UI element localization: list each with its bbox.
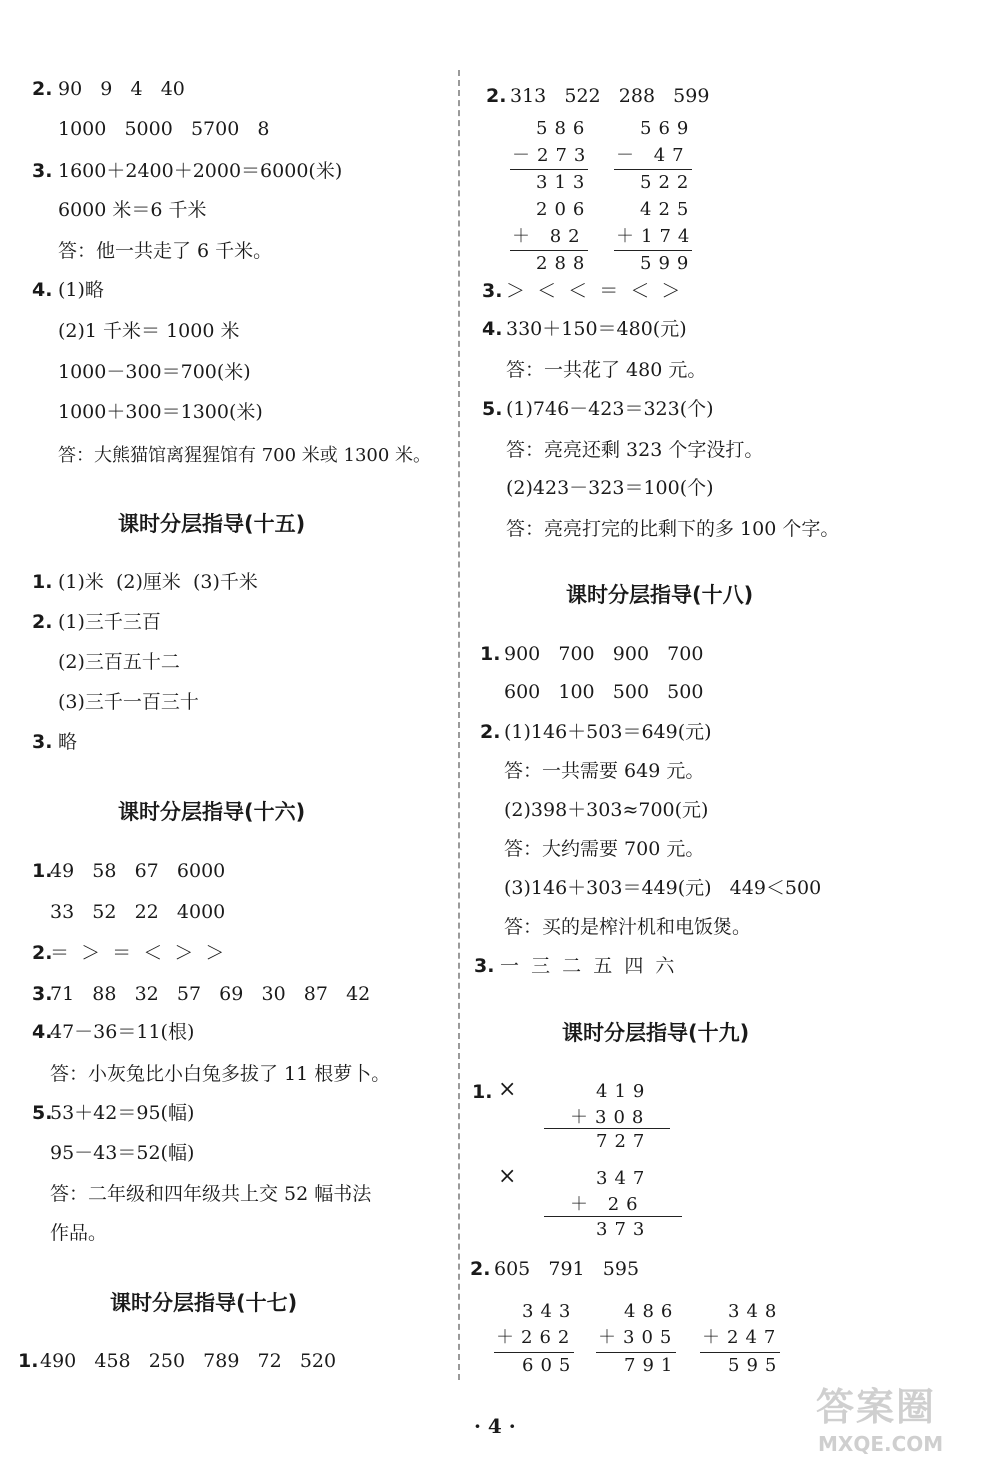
answer-line: (1)746－423＝323(个): [506, 398, 714, 420]
question-number: 3.: [32, 983, 53, 1005]
vertical-calc-operand: ＋174: [616, 226, 697, 247]
answer-line: 答：一共花了 480 元。: [506, 359, 707, 381]
answer-line: 900 700 900 700: [504, 643, 704, 665]
answer-line: 490 458 250 789 72 520: [40, 1350, 337, 1372]
vertical-calc-operand: ＋308: [570, 1107, 651, 1128]
answer-line: 313 522 288 599: [510, 85, 710, 107]
answer-line: 答：二年级和四年级共上交 52 幅书法: [50, 1183, 372, 1205]
answer-line: 33 52 22 4000: [50, 901, 226, 923]
vertical-calc-top: 486: [624, 1301, 680, 1322]
question-number: 1.: [32, 860, 53, 882]
answer-line: 答：亮亮还剩 323 个字没打。: [506, 439, 764, 461]
answer-line: ＞ ＜ ＜ ＝ ＜ ＞: [506, 280, 681, 302]
question-number: 4.: [482, 318, 503, 340]
answer-line: 答：一共需要 649 元。: [504, 760, 705, 782]
answer-line: (2)398＋303≈700(元): [504, 799, 709, 821]
vertical-calc-top: 419: [596, 1081, 652, 1102]
answer-line: 一 三 二 五 四 六: [500, 955, 675, 977]
question-number: 1.: [18, 1350, 39, 1372]
question-number: 1.: [472, 1081, 493, 1103]
answer-line: (2)1 千米＝ 1000 米: [58, 320, 240, 342]
vertical-calc-rule: [614, 169, 692, 170]
vertical-calc-result: 727: [596, 1131, 652, 1152]
answer-line: 答：大熊猫馆离猩猩馆有 700 米或 1300 米。: [58, 445, 432, 466]
vertical-calc-rule: [596, 1352, 676, 1353]
vertical-calc-top: 569: [640, 118, 696, 139]
answer-line: 600 100 500 500: [504, 681, 704, 703]
question-number: 1.: [32, 571, 53, 593]
answer-line: 答：买的是榨汁机和电饭煲。: [504, 916, 752, 938]
answer-line: 47－36＝11(根): [50, 1021, 195, 1043]
answer-line: (1)146＋503＝649(元): [504, 721, 712, 743]
answer-line: 作品。: [50, 1222, 108, 1244]
question-number: 2.: [32, 78, 53, 100]
vertical-calc-rule: [510, 250, 588, 251]
vertical-calc-operand: ＋ 82: [512, 226, 587, 247]
answer-line: 6000 米＝6 千米: [58, 199, 207, 221]
answer-line: (3)146＋303＝449(元) 449＜500: [504, 877, 822, 899]
answer-line: 1600＋2400＋2000＝6000(米): [58, 160, 343, 182]
answer-line: (2)423－323＝100(个): [506, 477, 714, 499]
vertical-calc-operand: ＋247: [702, 1327, 783, 1348]
question-number: 3.: [482, 280, 503, 302]
vertical-calc-top: 343: [522, 1301, 578, 1322]
vertical-calc-top: 586: [536, 118, 592, 139]
page-number: · 4 ·: [474, 1414, 516, 1438]
vertical-calc-result: 313: [536, 172, 592, 193]
question-number: 3.: [32, 160, 53, 182]
answer-line: 71 88 32 57 69 30 87 42: [50, 983, 371, 1005]
vertical-calc-rule: [700, 1352, 780, 1353]
vertical-calc-rule: [494, 1352, 574, 1353]
section-title: 课时分层指导(十六): [118, 800, 306, 824]
answer-line: 答：亮亮打完的比剩下的多 100 个字。: [506, 518, 840, 540]
question-number: 2.: [32, 611, 53, 633]
answer-line: (2)三百五十二: [58, 651, 180, 673]
question-number: 4.: [32, 279, 53, 301]
vertical-calc-result: 595: [728, 1355, 784, 1376]
answer-line: (1)米 (2)厘米 (3)千米: [58, 571, 258, 593]
question-number: 2.: [470, 1258, 491, 1280]
column-divider: [458, 70, 460, 1380]
vertical-calc-rule: [544, 1128, 670, 1129]
watermark-logo: [808, 1376, 988, 1464]
answer-line: 答：小灰兔比小白兔多拔了 11 根萝卜。: [50, 1063, 391, 1085]
answer-line: (1)三千三百: [58, 611, 161, 633]
vertical-calc-top: 347: [596, 1168, 652, 1189]
question-number: 2.: [486, 85, 507, 107]
answer-line: 90 9 4 40: [58, 78, 185, 100]
vertical-calc-operand: －273: [512, 145, 593, 166]
cross-mark: ×: [498, 1164, 517, 1189]
vertical-calc-operand: － 47: [616, 145, 691, 166]
vertical-calc-top: 425: [640, 199, 696, 220]
answer-line: 1000 5000 5700 8: [58, 118, 270, 140]
answer-line: 95－43＝52(幅): [50, 1142, 195, 1164]
vertical-calc-top: 206: [536, 199, 592, 220]
vertical-calc-rule: [544, 1216, 682, 1217]
answer-line: ＝ ＞ ＝ ＜ ＞ ＞: [50, 942, 225, 964]
vertical-calc-result: 791: [624, 1355, 680, 1376]
section-title: 课时分层指导(十七): [110, 1291, 298, 1315]
vertical-calc-result: 605: [522, 1355, 578, 1376]
vertical-calc-rule: [614, 250, 692, 251]
vertical-calc-result: 599: [640, 253, 696, 274]
section-title: 课时分层指导(十五): [118, 512, 306, 536]
answer-line: 1000－300＝700(米): [58, 361, 251, 383]
answer-line: 330＋150＝480(元): [506, 318, 687, 340]
cross-mark: ×: [498, 1077, 517, 1102]
answer-line: 答：大约需要 700 元。: [504, 838, 705, 860]
question-number: 2.: [32, 942, 53, 964]
question-number: 4.: [32, 1021, 53, 1043]
vertical-calc-operand: ＋305: [598, 1327, 679, 1348]
answer-line: 605 791 595: [494, 1258, 640, 1280]
vertical-calc-result: 288: [536, 253, 592, 274]
question-number: 2.: [480, 721, 501, 743]
answer-line: (1)略: [58, 279, 104, 301]
question-number: 5.: [482, 398, 503, 420]
answer-line: (3)三千一百三十: [58, 691, 199, 713]
vertical-calc-result: 373: [596, 1219, 652, 1240]
answer-line: 49 58 67 6000: [50, 860, 226, 882]
answer-line: 1000＋300＝1300(米): [58, 401, 263, 423]
answer-line: 略: [58, 731, 78, 753]
vertical-calc-operand: ＋262: [496, 1327, 577, 1348]
vertical-calc-top: 348: [728, 1301, 784, 1322]
section-title: 课时分层指导(十九): [562, 1021, 750, 1045]
vertical-calc-operand: ＋ 26: [570, 1194, 645, 1215]
watermark-text: 答案圈: [816, 1385, 937, 1429]
question-number: 1.: [480, 643, 501, 665]
watermark-url: MXQE.COM: [818, 1432, 944, 1456]
section-title: 课时分层指导(十八): [566, 583, 754, 607]
question-number: 5.: [32, 1102, 53, 1124]
question-number: 3.: [32, 731, 53, 753]
answer-line: 答：他一共走了 6 千米。: [58, 240, 273, 262]
vertical-calc-result: 522: [640, 172, 696, 193]
vertical-calc-rule: [510, 169, 588, 170]
question-number: 3.: [474, 955, 495, 977]
answer-line: 53＋42＝95(幅): [50, 1102, 195, 1124]
